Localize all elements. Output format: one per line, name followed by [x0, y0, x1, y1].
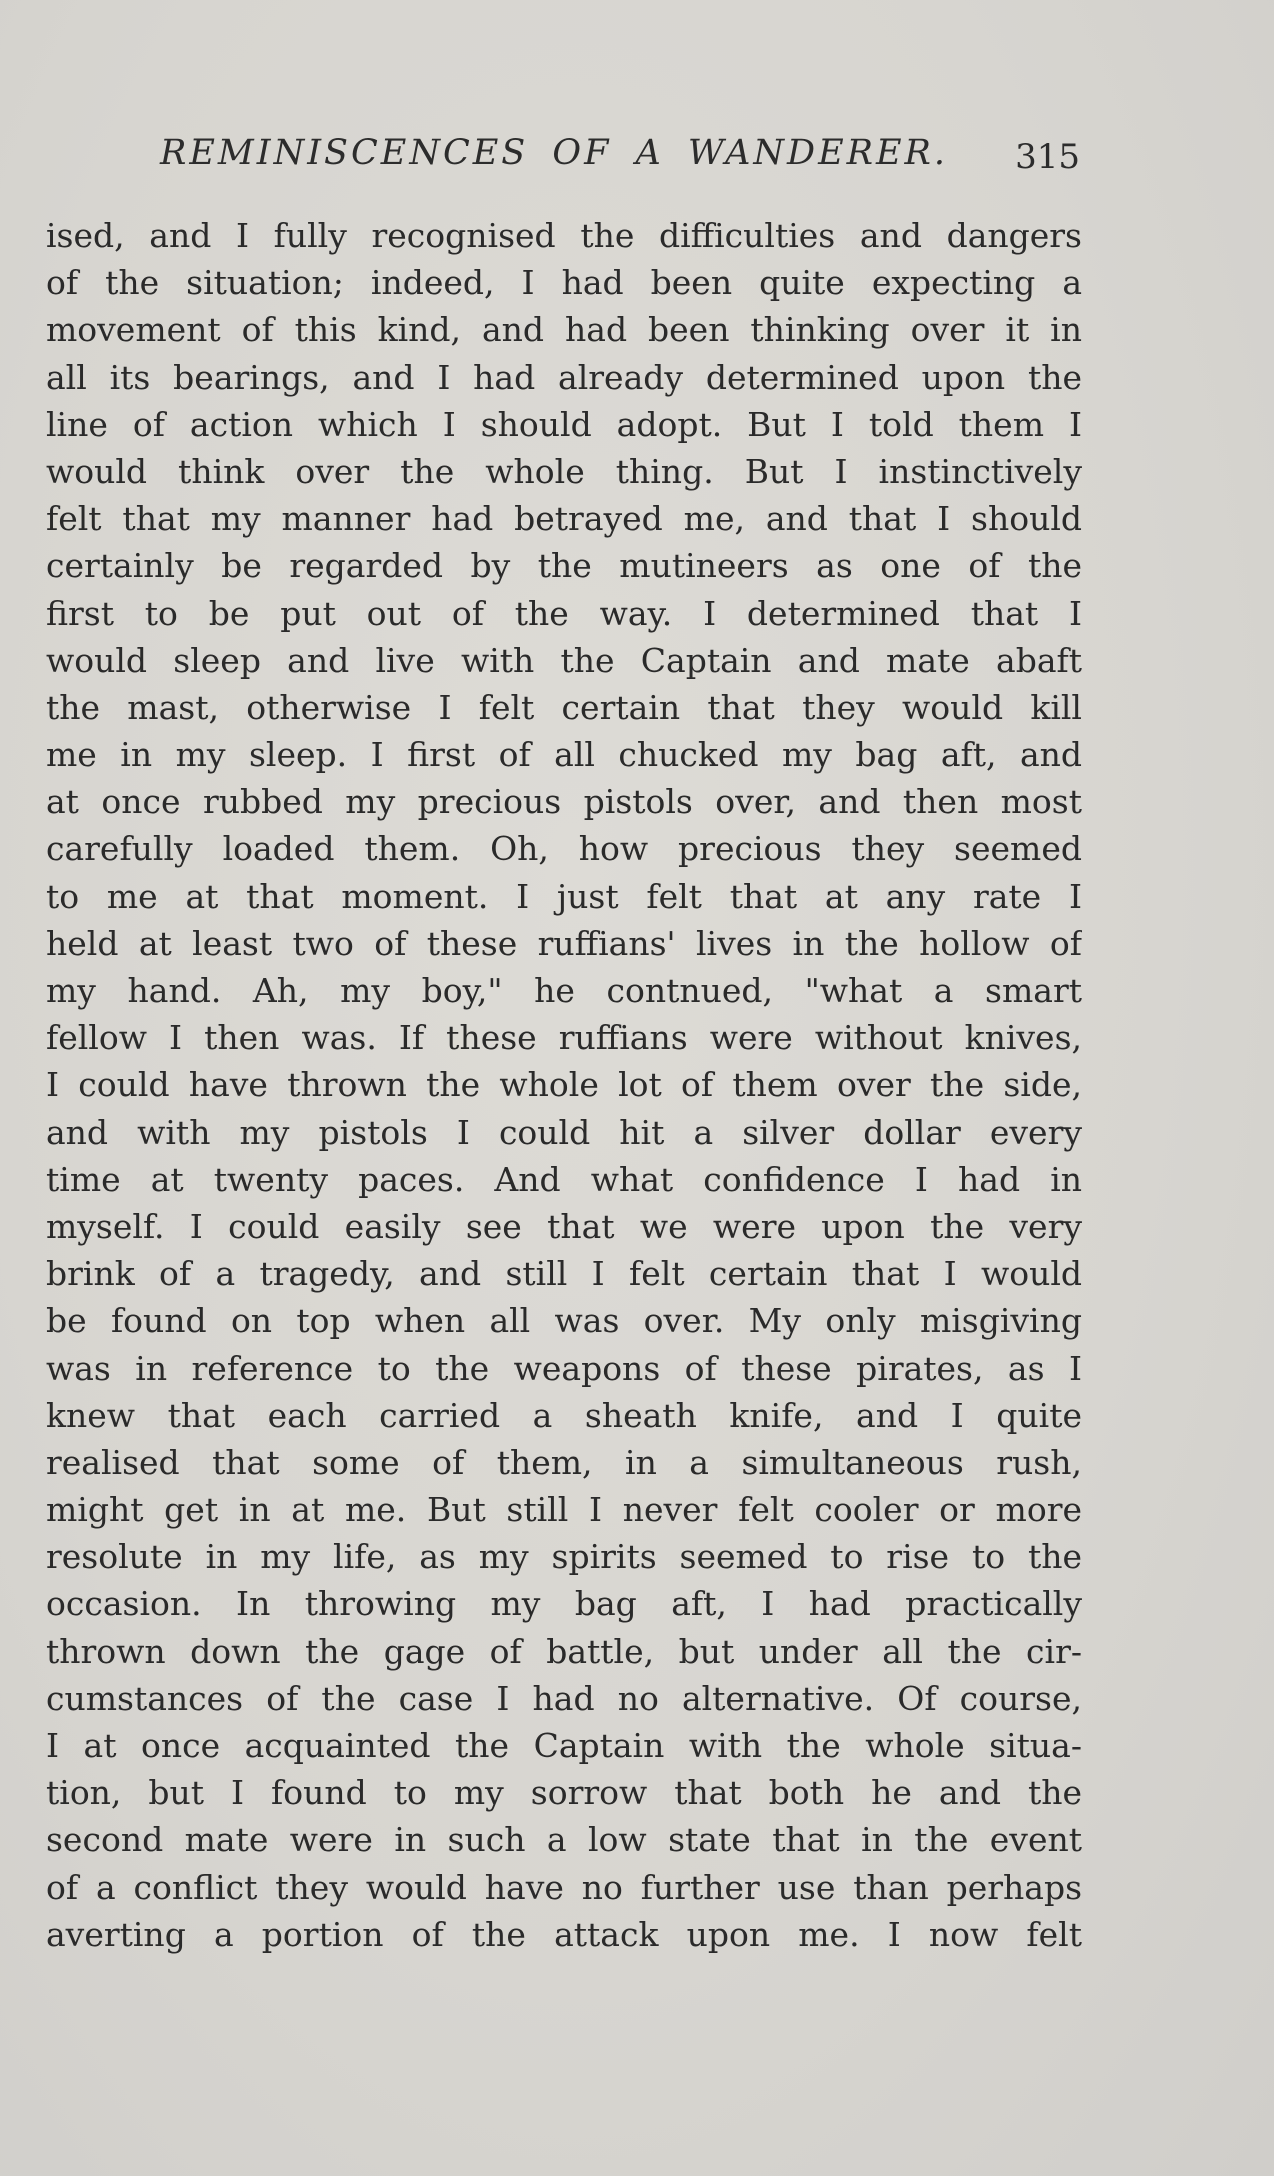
- text-line: tion, but I found to my sorrow that both he and the: [46, 1773, 1082, 1813]
- text-line: me in my sleep. I first of all chucked my bag aft, and: [46, 735, 1082, 775]
- text-line: line of action which I should adopt. But I told them I: [46, 404, 1082, 444]
- text-line: time at twenty paces. And what confidence I had in: [46, 1159, 1082, 1199]
- text-line: averting a portion of the attack upon me. I now felt: [46, 1914, 1082, 1954]
- text-line: thrown down the gage of battle, but under all the cir-: [46, 1631, 1082, 1671]
- text-line: ised, and I fully recognised the difficulties and dangers: [46, 216, 1082, 255]
- text-line: I could have thrown the whole lot of them over the side,: [46, 1065, 1082, 1105]
- text-line: carefully loaded them. Oh, how precious they seemed: [46, 829, 1082, 869]
- text-line: would think over the whole thing. But I instinctively: [46, 451, 1082, 491]
- body-text: [46, 212, 1082, 1958]
- text-line: cumstances of the case I had no alternative. Of course,: [46, 1678, 1082, 1718]
- text-line: be found on top when all was over. My only misgiving: [46, 1301, 1082, 1341]
- text-line: held at least two of these ruffians' lives in the hollow of: [46, 923, 1082, 963]
- text-line: my hand. Ah, my boy," he contnued, "what a smart: [46, 971, 1082, 1010]
- text-line: myself. I could easily see that we were upon the very: [46, 1206, 1082, 1246]
- text-line: of a conflict they would have no further use than perhaps: [46, 1867, 1082, 1907]
- page-number: 315: [1015, 137, 1080, 177]
- text-line: resolute in my life, as my spirits seemed to rise to the: [46, 1537, 1082, 1577]
- text-line: realised that some of them, in a simultaneous rush,: [46, 1442, 1082, 1482]
- text-line: would sleep and live with the Captain and mate abaft: [46, 640, 1082, 680]
- text-line: all its bearings, and I had already determined upon the: [46, 357, 1082, 397]
- text-line: at once rubbed my precious pistols over, and then most: [46, 782, 1082, 822]
- text-line: fellow I then was. If these ruffians were without knives,: [46, 1018, 1082, 1058]
- text-line: brink of a tragedy, and still I felt certain that I would: [46, 1254, 1082, 1294]
- text-line: might get in at me. But still I never felt cooler or more: [46, 1490, 1082, 1530]
- text-line: knew that each carried a sheath knife, and I quite: [46, 1395, 1082, 1435]
- text-line: certainly be regarded by the mutineers as one of the: [46, 546, 1082, 586]
- text-line: to me at that moment. I just felt that at any rate I: [46, 876, 1082, 916]
- text-line: of the situation; indeed, I had been quite expecting a: [46, 263, 1082, 303]
- running-title: REMINISCENCES OF A WANDERER.: [160, 133, 949, 173]
- text-line: felt that my manner had betrayed me, and that I should: [46, 499, 1082, 539]
- text-line: first to be put out of the way. I determined that I: [46, 593, 1082, 633]
- text-line: the mast, otherwise I felt certain that they would kill: [46, 687, 1082, 727]
- text-line: occasion. In throwing my bag aft, I had practically: [46, 1584, 1082, 1624]
- text-line: was in reference to the weapons of these pirates, as I: [46, 1348, 1082, 1388]
- text-line: I at once acquainted the Captain with the whole situa-: [46, 1726, 1082, 1765]
- text-line: movement of this kind, and had been thinking over it in: [46, 310, 1082, 350]
- text-line: and with my pistols I could hit a silver dollar every: [46, 1112, 1082, 1152]
- running-head: [160, 133, 1080, 179]
- text-line: second mate were in such a low state that in the event: [46, 1820, 1082, 1860]
